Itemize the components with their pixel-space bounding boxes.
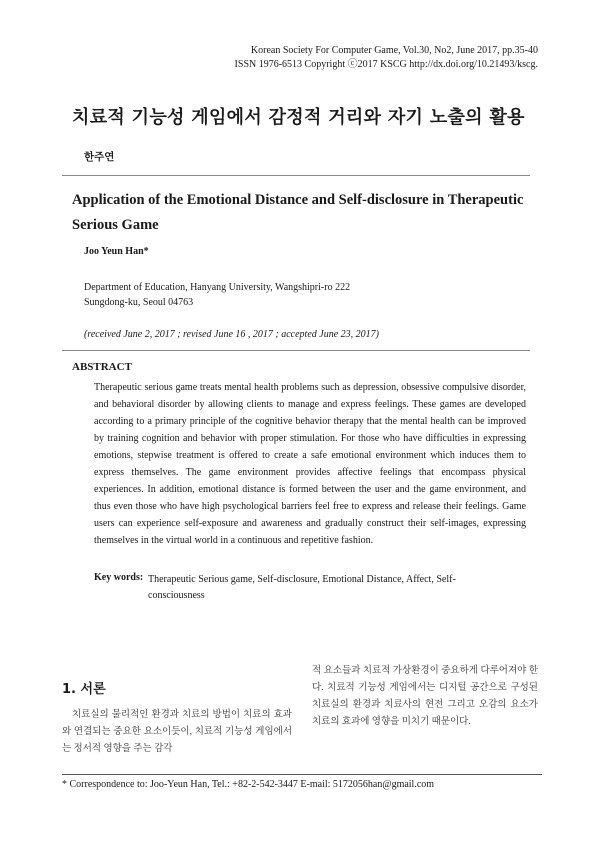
english-title: Application of the Emotional Distance and Self-disclosure in Therapeutic Serious Game — [72, 192, 524, 233]
affiliation — [84, 280, 504, 310]
journal-citation: Korean Society For Computer Game, Vol.30, No2, June 2017, pp.35-40 — [250, 45, 538, 56]
affiliation-line-2: Sungdong-ku, Seoul 04763 — [84, 297, 194, 308]
journal-issn: ISSN 1976-6513 Copyright ⓒ2017 KSCG http://dx.doi.org/10.21493/kscg. — [234, 59, 538, 70]
korean-author: 한주연 — [84, 151, 115, 163]
body-column-left: 치료실의 물리적인 환경과 치료의 방법이 치료의 효과와 연결되는 중요한 요소이듯이, 치료적 기능성 게임에서는 정서적 영향을 주는 감각 — [62, 710, 292, 754]
footnote-divider — [62, 774, 542, 775]
section-heading: 1. 서론 — [62, 682, 106, 697]
keywords-text: Therapeutic Serious game, Self-disclosure, Emotional Distance, Affect, Self-consciousness — [148, 574, 456, 601]
keywords-label: Key words: — [94, 572, 144, 583]
correspondence-footnote: * Correspondence to: Joo-Yeun Han, Tel.: +82-2-542-3447 E-mail: 5172056han@gmail.com — [62, 779, 435, 790]
abstract-heading: ABSTRACT — [72, 361, 132, 373]
affiliation-line-1: Department of Education, Hanyang University, Wangshipri-ro 222 — [84, 282, 351, 293]
title-divider — [62, 175, 530, 176]
english-author: Joo Yeun Han* — [84, 246, 149, 257]
abstract-divider — [62, 350, 530, 351]
korean-title: 치료적 기능성 게임에서 감정적 거리와 자기 노출의 활용 — [72, 107, 525, 128]
submission-dates: (received June 2, 2017 ; revised June 16 , 2017 ; accepted June 23, 2017) — [84, 329, 379, 340]
body-column-right: 적 요소들과 치료적 가상환경이 중요하게 다루어져야 한다. 치료적 기능성 게임에서는 디지털 공간으로 구성된 치료실의 환경과 치료사의 현전 그리고 오감의 요소가 치료의 효과에 영향을 미치기 때문이다. — [312, 666, 538, 727]
abstract-text: Therapeutic serious game treats mental health problems such as depression, obsessive compulsive disorder, and behavioral disorder by allowing clients to manage and express feelings. These games are developed according to a primary principle of the cognitive behavior therapy that the mental health can be improved by training cognition and behavior with proper stimulation. For those who have difficulties in expressing emotions, stepwise treatment is offered to create a safe emotional environment which induces them to express themselves. The game environment provides affective feelings that encompass physical experiences. In addition, emotional distance is formed between the user and the game environment, and thus even those who have high psychological barriers feel free to express and release their feelings. Game users can experience self-exposure and awareness and gradually construct their self-images, expressing themselves in the virtual world in a continuous and repetitive fashion. — [94, 382, 526, 546]
